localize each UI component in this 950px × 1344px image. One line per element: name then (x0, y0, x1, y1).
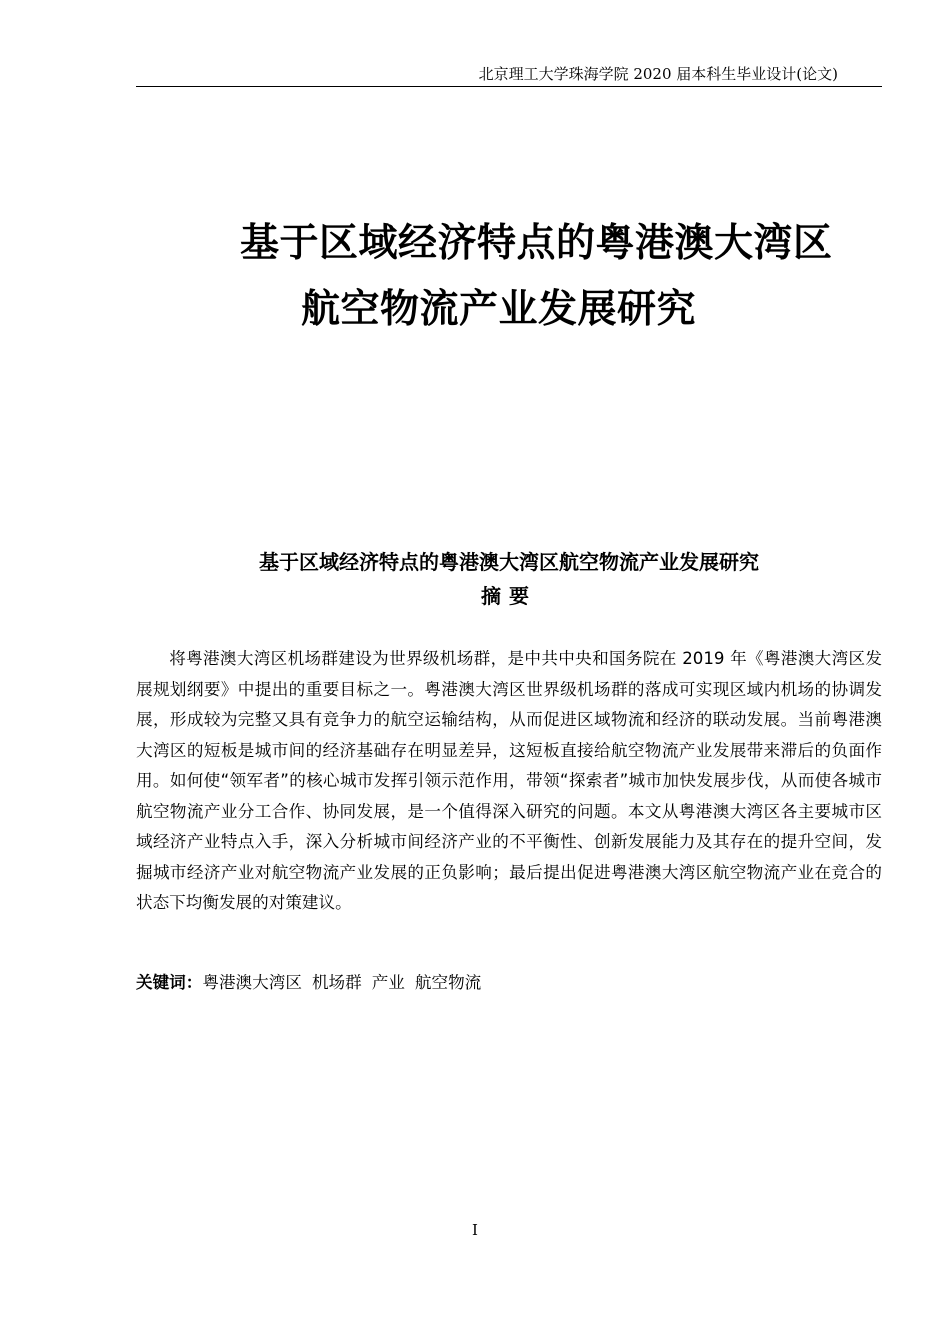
abstract-title: 基于区域经济特点的粤港澳大湾区航空物流产业发展研究 (259, 550, 759, 574)
abstract-body: 将粤港澳大湾区机场群建设为世界级机场群，是中共中央和国务院在 2019 年《粤港澳大湾区发展规划纲要》中提出的重要目标之一。粤港澳大湾区世界级机场群的落成可实现区域内机场的协调发展，形成较为完整又具有竞争力的航空运输结构，从而促进区域物流和经济的联动发展。当前粤港澳大湾区的短板是城市间的经济基础存在明显差异，这短板直接给航空物流产业发展带来滞后的负面作用。如何使“领军者”的核心城市发挥引领示范作用，带领“探索者”城市加快发展步伐，从而使各城市航空物流产业分工合作、协同发展，是一个值得深入研究的问题。本文从粤港澳大湾区各主要城市区域经济产业特点入手，深入分析城市间经济产业的不平衡性、创新发展能力及其存在的提升空间，发掘城市经济产业对航空物流产业发展的正负影响；最后提出促进粤港澳大湾区航空物流产业在竞合的状态下均衡发展的对策建议。 (136, 649, 882, 912)
running-header: 北京理工大学珠海学院 2020 届本科生毕业设计(论文) (478, 65, 838, 83)
keyword-item: 产业 (371, 973, 405, 992)
keyword-item: 粤港澳大湾区 (202, 973, 302, 992)
keyword-item: 机场群 (311, 973, 362, 992)
thesis-title-line-1: 基于区域经济特点的粤港澳大湾区 (240, 221, 833, 266)
thesis-title-line-2: 航空物流产业发展研究 (301, 287, 697, 332)
abstract-heading: 摘要 (481, 584, 537, 608)
keywords (136, 968, 882, 998)
header-rule (136, 86, 882, 87)
keywords-label: 关键词： (136, 973, 203, 992)
keyword-item: 航空物流 (414, 973, 482, 992)
page-number: I (472, 1221, 478, 1239)
